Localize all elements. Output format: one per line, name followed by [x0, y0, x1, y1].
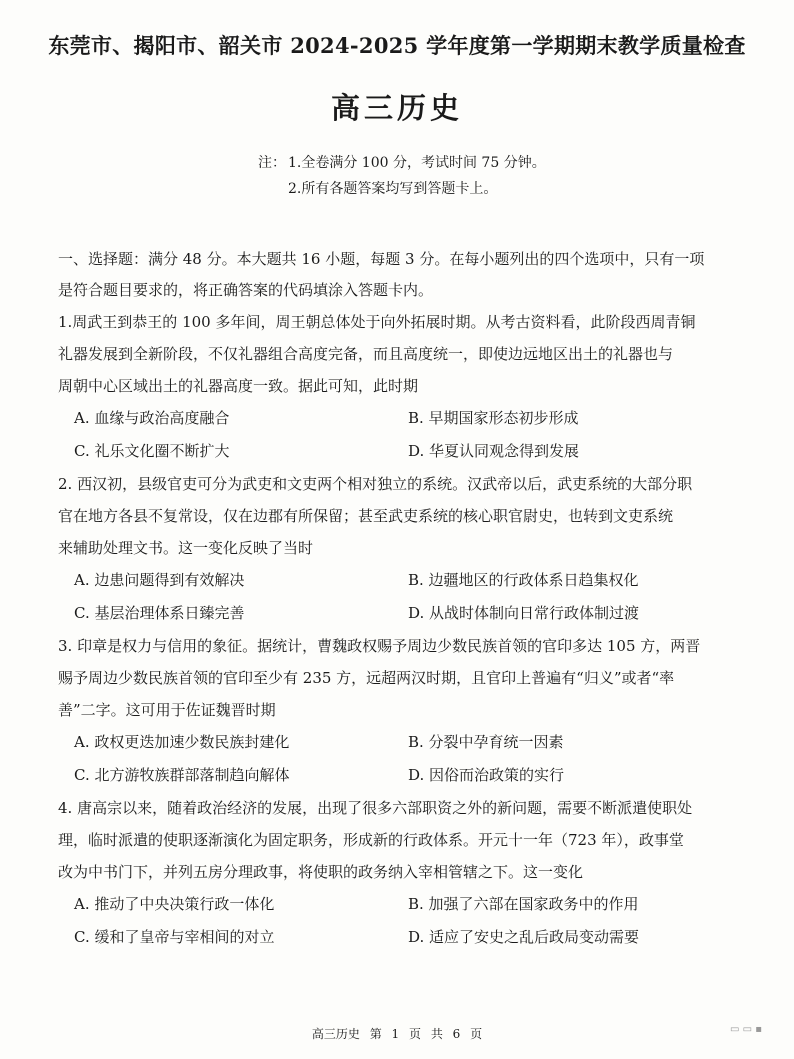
option-a: A. 推动了中央决策行政一体化	[74, 895, 275, 913]
question-4	[58, 792, 734, 954]
watermark-mark: ▭ ▭ ▪	[729, 1024, 762, 1035]
question-text: 理，临时派遣的使职逐渐演化为固定职务，形成新的行政体系。开元十一年（723 年），政事堂	[58, 831, 684, 849]
option-a: A. 政权更迭加速少数民族封建化	[74, 733, 290, 751]
option-b: B. 边疆地区的行政体系日趋集权化	[408, 571, 639, 589]
footer-total: 共 6 页	[430, 1027, 483, 1041]
option-c: C. 北方游牧族群部落制趋向解体	[74, 766, 290, 784]
section-line: 一、选择题：满分 48 分。本大题共 16 小题，每题 3 分。在每小题列出的四个选项中，只有一项	[58, 250, 705, 268]
note-item: 1.全卷满分 100 分，考试时间 75 分钟。	[288, 155, 546, 171]
section-instructions	[58, 244, 734, 306]
question-text: 赐予周边少数民族首领的官印至少有 235 方，远超两汉时期，且官印上普遍有“归义”或者“率	[58, 669, 675, 687]
exam-title: 东莞市、揭阳市、韶关市 2024-2025 学年度第一学期期末教学质量检查	[48, 33, 746, 58]
section-line: 是符合题目要求的，将正确答案的代码填涂入答题卡内。	[58, 281, 434, 299]
option-d: D. 适应了安史之乱后政局变动需要	[408, 928, 640, 946]
options	[58, 402, 734, 468]
footer-page: 第 1 页	[369, 1027, 421, 1041]
question-text: 3. 印章是权力与信用的象征。据统计，曹魏政权赐予周边少数民族首领的官印多达 105 方，两晋	[58, 637, 701, 655]
option-b: B. 加强了六部在国家政务中的作用	[408, 895, 639, 913]
question-text: 2. 西汉初，县级官吏可分为武吏和文吏两个相对独立的系统。汉武帝以后，武吏系统的大部分职	[58, 475, 693, 493]
option-c: C. 缓和了皇帝与宰相间的对立	[74, 928, 275, 946]
option-a: A. 边患问题得到有效解决	[74, 571, 245, 589]
option-b: B. 早期国家形态初步形成	[408, 409, 579, 427]
options	[58, 726, 734, 792]
option-d: D. 华夏认同观念得到发展	[408, 442, 580, 460]
options	[58, 564, 734, 630]
option-b: B. 分裂中孕育统一因素	[408, 733, 564, 751]
option-a: A. 血缘与政治高度融合	[74, 409, 230, 427]
question-text: 周朝中心区域出土的礼器高度一致。据此可知，此时期	[58, 377, 419, 395]
question-2	[58, 468, 734, 630]
notes-label: 注：	[258, 155, 286, 171]
option-d: D. 因俗而治政策的实行	[408, 766, 565, 784]
question-1	[58, 306, 734, 468]
question-text: 4. 唐高宗以来，随着政治经济的发展，出现了很多六部职资之外的新问题，需要不断派遣使职处	[58, 799, 693, 817]
exam-content	[58, 244, 734, 954]
exam-notes	[258, 150, 546, 202]
question-3	[58, 630, 734, 792]
question-text: 来辅助处理文书。这一变化反映了当时	[58, 539, 314, 557]
question-text: 1.周武王到恭王的 100 多年间，周王朝总体处于向外拓展时期。从考古资料看，此阶段西周青铜	[58, 313, 696, 331]
page-footer	[0, 1025, 794, 1042]
option-c: C. 礼乐文化圈不断扩大	[74, 442, 230, 460]
option-c: C. 基层治理体系日臻完善	[74, 604, 245, 622]
subject-title: 高三历史	[330, 91, 463, 125]
question-text: 礼器发展到全新阶段，不仅礼器组合高度完备，而且高度统一，即使边远地区出土的礼器也与	[58, 345, 674, 363]
question-text: 官在地方各县不复常设，仅在边郡有所保留；甚至武吏系统的核心职官尉史，也转到文吏系统	[58, 507, 674, 525]
footer-subject: 高三历史	[311, 1027, 360, 1041]
question-text: 改为中书门下，并列五房分理政事，将使职的政务纳入宰相管辖之下。这一变化	[58, 863, 584, 881]
question-text: 善”二字。这可用于佐证魏晋时期	[58, 701, 276, 719]
option-d: D. 从战时体制向日常行政体制过渡	[408, 604, 640, 622]
options	[58, 888, 734, 954]
note-item: 2.所有各题答案均写到答题卡上。	[288, 181, 498, 197]
